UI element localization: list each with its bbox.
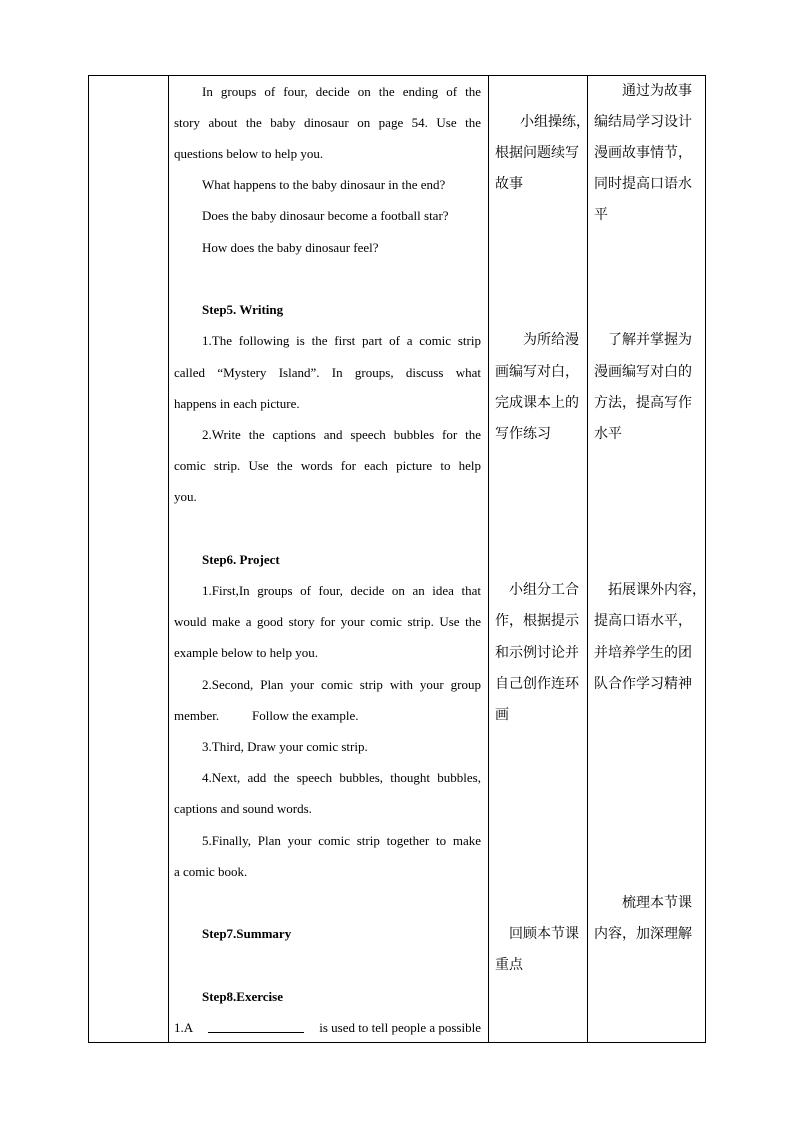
activity-line: 画编写对白， <box>495 364 579 380</box>
intent-line: 拓展课外内容， <box>608 582 706 598</box>
intent-line: 漫画故事情节， <box>594 145 692 161</box>
step5-line: 1.The following is the first part of a comic strip <box>202 333 481 348</box>
intent-line: 漫画编写对白的 <box>594 364 692 380</box>
intent-line: 内容，加深理解 <box>594 926 692 942</box>
intent-line: 提高口语水平， <box>594 613 692 629</box>
exercise-blank <box>208 1020 304 1033</box>
step6-line: Follow the example. <box>252 708 359 723</box>
activity-line: 和示例讨论并 <box>495 645 579 661</box>
intent-line: 同时提高口语水 <box>594 176 692 192</box>
activity-line: 为所给漫 <box>523 332 579 348</box>
question-line: How does the baby dinosaur feel? <box>202 240 379 255</box>
step5-line: comic strip. Use the words for each picture to help <box>174 458 481 473</box>
intent-line: 平 <box>594 207 608 223</box>
exercise-suffix: is used to tell people a possible <box>319 1020 481 1035</box>
exercise-line <box>174 1020 481 1036</box>
activity-line: 小组操练， <box>520 114 590 130</box>
intro-line: In groups of four, decide on the ending of the <box>202 84 481 99</box>
step5-heading: Step5. Writing <box>202 302 284 317</box>
activity-line: 故事 <box>495 176 523 192</box>
step6-line: 5.Finally, Plan your comic strip together to make <box>202 833 481 848</box>
step6-line: member. <box>174 708 220 723</box>
step6-line: would make a good story for your comic strip. Use the <box>174 614 481 629</box>
step6-line: captions and sound words. <box>174 801 312 816</box>
column-divider <box>587 76 588 1042</box>
step5-line: happens in each picture. <box>174 396 300 411</box>
step5-line: 2.Write the captions and speech bubbles for the <box>202 427 481 442</box>
intro-line: questions below to help you. <box>174 146 324 161</box>
intent-line: 编结局学习设计 <box>594 114 692 130</box>
activity-line: 根据问题续写 <box>495 145 579 161</box>
intent-line: 了解并掌握为 <box>608 332 692 348</box>
activity-line: 完成课本上的 <box>495 395 579 411</box>
question-line: What happens to the baby dinosaur in the end? <box>202 177 446 192</box>
activity-line: 作，根据提示 <box>495 613 579 629</box>
intent-line: 水平 <box>594 426 622 442</box>
column-divider <box>168 76 169 1042</box>
intent-line: 方法，提高写作 <box>594 395 692 411</box>
intro-line: story about the baby dinosaur on page 54. Use the <box>174 115 481 130</box>
intent-line: 梳理本节课 <box>622 895 692 911</box>
step5-line: called “Mystery Island”. In groups, discuss what <box>174 365 481 380</box>
intent-line: 通过为故事 <box>622 83 692 99</box>
activity-line: 小组分工合 <box>509 582 579 598</box>
activity-line: 重点 <box>495 957 523 973</box>
activity-line: 回顾本节课 <box>509 926 579 942</box>
step6-line: example below to help you. <box>174 645 319 660</box>
question-line: Does the baby dinosaur become a football star? <box>202 208 449 223</box>
exercise-prefix: 1.A <box>174 1020 194 1035</box>
step6-line: 2.Second, Plan your comic strip with your group <box>202 677 481 692</box>
activity-line: 写作练习 <box>495 426 551 442</box>
step6-heading: Step6. Project <box>202 552 280 567</box>
step5-line: you. <box>174 489 197 504</box>
step6-line: 4.Next, add the speech bubbles, thought bubbles, <box>202 770 481 785</box>
step6-line: 3.Third, Draw your comic strip. <box>202 739 368 754</box>
activity-line: 画 <box>495 707 509 723</box>
column-divider <box>488 76 489 1042</box>
activity-line: 自己创作连环 <box>495 676 579 692</box>
step6-line: a comic book. <box>174 864 248 879</box>
intent-line: 并培养学生的团 <box>594 645 692 661</box>
step7-heading: Step7.Summary <box>202 926 292 941</box>
step6-line: 1.First,In groups of four, decide on an idea that <box>202 583 481 598</box>
step8-heading: Step8.Exercise <box>202 989 283 1004</box>
intent-line: 队合作学习精神 <box>594 676 692 692</box>
